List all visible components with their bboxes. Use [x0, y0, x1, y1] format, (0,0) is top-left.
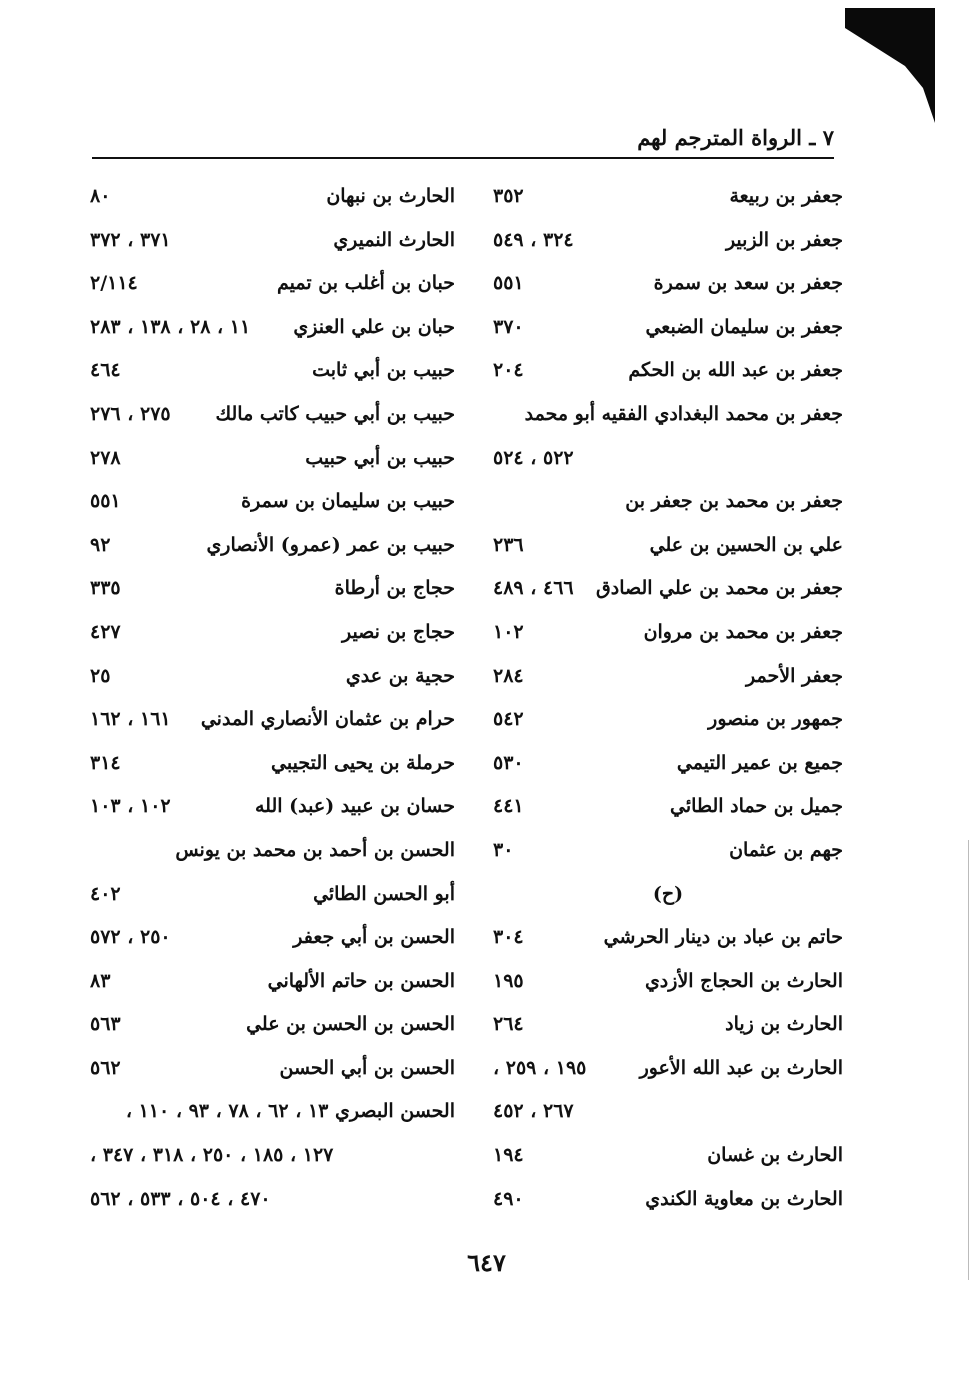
index-entry [90, 437, 455, 481]
index-entry [493, 437, 843, 481]
page-references: ١٩٤ [493, 1144, 524, 1167]
page-references: ٥٥١ [90, 490, 121, 513]
page-number: ٦٤٧ [467, 1248, 506, 1277]
narrator-name: الحسن بن أحمد بن محمد بن يونس [175, 838, 455, 861]
page-references: ٨٠ [90, 185, 111, 207]
index-entry [493, 262, 843, 306]
page-references: ٣٧١ ، ٣٧٢ [90, 228, 171, 251]
page-references: ٢٦٧ ، ٤٥٢ [493, 1100, 574, 1123]
index-entry [493, 306, 843, 350]
page-references: ٤٤١ [493, 795, 524, 818]
narrator-name: الحسن بن أبي جعفر [293, 926, 455, 949]
narrator-name: حبيب بن أبي حبيب كاتب مالك [215, 402, 455, 425]
page-references: ٢٧٨ [90, 446, 121, 469]
narrator-name: الحارث بن غسان [707, 1144, 843, 1167]
index-entry [493, 393, 843, 437]
narrator-name: حرملة بن يحيى التجيبي [271, 751, 455, 774]
page-references: ٥٣٠ [493, 751, 524, 774]
page-references: ٥٥١ [493, 272, 524, 295]
index-entry [90, 306, 455, 350]
index-entry [493, 829, 843, 873]
narrator-name: جعفر بن ربيعة [729, 185, 843, 207]
index-entry [90, 960, 455, 1004]
narrator-name: جميل بن حماد الطائي [670, 795, 843, 818]
header-rule [92, 157, 834, 159]
index-entry [493, 480, 843, 524]
page-references: ١٢٧ ، ١٨٥ ، ٢٥٠ ، ٣١٨ ، ٣٤٧ ، [90, 1144, 334, 1167]
index-entry [90, 785, 455, 829]
index-entry [90, 698, 455, 742]
page-references: ٢٠٤ [493, 359, 524, 382]
page-references: ١٩٥ [493, 969, 524, 992]
narrator-name: حبان بن علي العنزي [293, 315, 455, 338]
index-entry [90, 1134, 455, 1178]
page-references: ٢/١١٤ [90, 272, 138, 295]
narrator-name: جعفر بن محمد بن مروان [643, 620, 843, 643]
narrator-name: جعفر بن محمد البغدادي الفقيه أبو محمد [524, 402, 843, 425]
index-entry [493, 785, 843, 829]
page-references: ١٠٢ ، ١٠٣ [90, 795, 171, 818]
page-references: ٥٤٢ [493, 708, 524, 731]
narrator-name: حبيب بن عمر (عمرو) الأنصاري [206, 533, 455, 556]
narrator-name: جهم بن عثمان [729, 838, 843, 861]
index-entry [90, 1003, 455, 1047]
index-entry [90, 916, 455, 960]
narrator-name: جمهور بن منصور [708, 708, 843, 731]
page-references: ٩٢ [90, 533, 111, 556]
corner-mark-shape [845, 8, 935, 123]
index-entry [493, 655, 843, 699]
page-references: ٤٢٧ [90, 620, 121, 643]
narrator-name: حرام بن عثمان الأنصاري المدني [200, 708, 455, 731]
narrator-name: جعفر بن سعد بن سمرة [653, 272, 843, 295]
index-entry [90, 829, 455, 873]
page-references: ٤٧٠ ، ٥٠٤ ، ٥٣٣ ، ٥٦٢ [90, 1187, 271, 1210]
index-entry [493, 524, 843, 568]
page-references: ٢٥٠ ، ٥٧٢ [90, 926, 171, 949]
index-entry [90, 219, 455, 263]
index-column-right [493, 175, 843, 1221]
index-entry [90, 742, 455, 786]
index-entry [493, 175, 843, 219]
index-entry [90, 262, 455, 306]
narrator-name: الحسن بن أبي الحسن [279, 1056, 455, 1079]
narrator-name: حجية بن عدي [345, 664, 455, 687]
index-column-left [90, 175, 455, 1221]
index-entry [90, 1047, 455, 1091]
page-references: ٣٢٤ ، ٥٤٩ [493, 228, 574, 251]
page-references: ٢٣٦ [493, 533, 524, 556]
index-entry [90, 1090, 455, 1134]
narrator-name: جعفر بن سليمان الضبعي [645, 315, 843, 338]
narrator-name: الحارث النميري [333, 228, 455, 251]
page-references: ٤٠٢ [90, 882, 121, 905]
index-entry [493, 1047, 843, 1091]
narrator-name: جعفر الأحمر [746, 664, 843, 687]
index-entry [493, 698, 843, 742]
index-entry [493, 611, 843, 655]
index-entry [90, 524, 455, 568]
index-entry [493, 349, 843, 393]
narrator-name: الحسن بن الحسن بن علي [246, 1013, 455, 1036]
narrator-name: علي بن الحسين بن علي [649, 533, 843, 556]
page-references: ٢٦٤ [493, 1013, 524, 1036]
scan-edge-line [968, 840, 969, 1280]
page-references: ٣٣٥ [90, 577, 121, 600]
page-references: ٣٠ [493, 838, 514, 861]
narrator-name: حبان بن أغلب بن تميم [277, 272, 455, 295]
page-references: ٤٩٠ [493, 1187, 524, 1210]
narrator-name: حسان بن عبيد (عبد) الله [255, 795, 455, 818]
narrator-name: الحسن بن حاتم الألهاني [267, 969, 455, 992]
page-references: ٢٥ [90, 664, 111, 687]
page-references: ٥٦٣ [90, 1013, 121, 1036]
index-entry [493, 1178, 843, 1222]
narrator-name: جعفر بن عبد الله بن الحكم [628, 359, 843, 382]
index-entry [90, 567, 455, 611]
index-entry [90, 349, 455, 393]
narrator-name: حاتم بن عباد بن دينار الحرشي [603, 926, 843, 949]
index-entry [90, 655, 455, 699]
index-entry [493, 1003, 843, 1047]
page-references: ١٦١ ، ١٦٢ [90, 708, 171, 731]
index-entry [493, 742, 843, 786]
page-references: ٤٦٦ ، ٤٨٩ [493, 577, 574, 600]
page-references: ٣٠٤ [493, 926, 524, 949]
page-references: ٨٣ [90, 969, 111, 992]
page-references: ٢٨٤ [493, 664, 524, 687]
index-entry [90, 175, 455, 219]
narrator-name: حبيب بن سليمان بن سمرة [241, 490, 455, 513]
page-references: ٤٦٤ [90, 359, 121, 382]
narrator-name: أبو الحسن الطائي [313, 882, 455, 905]
index-entry [493, 916, 843, 960]
page-references: ٣٥٢ [493, 185, 524, 207]
narrator-name: الحارث بن عبد الله الأعور [639, 1056, 843, 1079]
index-entry [493, 960, 843, 1004]
page-references: ٣٧٠ [493, 315, 524, 338]
index-entry [90, 873, 455, 917]
narrator-name: جعفر بن محمد بن جعفر بن [625, 490, 843, 513]
narrator-name: الحارث بن نبهان [326, 185, 455, 207]
page-references: ٥٦٢ [90, 1056, 121, 1079]
index-entry [90, 611, 455, 655]
index-entry [493, 873, 843, 917]
narrator-name: الحارث بن الحجاج الأزدي [644, 969, 843, 992]
page-references: ١٠٢ [493, 620, 524, 643]
index-entry [90, 480, 455, 524]
narrator-name: جميع بن عمير التيمي [676, 751, 843, 774]
narrator-name: حبيب بن أبي ثابت [312, 359, 455, 382]
index-entry [493, 1134, 843, 1178]
narrator-name: جعفر بن محمد بن علي الصادق [596, 577, 843, 600]
narrator-name: الحارث بن معاوية الكندي [645, 1187, 843, 1210]
narrator-name: حبيب بن أبي حبيب [305, 446, 455, 469]
index-entry [493, 219, 843, 263]
page-references: ١٩٥ ، ٢٥٩ ، [493, 1056, 587, 1079]
index-entry [90, 393, 455, 437]
index-entry [493, 1090, 843, 1134]
narrator-name: حجاج بن أرطاة [334, 577, 455, 600]
narrator-name: الحسن البصري ١٣ ، ٦٢ ، ٧٨ ، ٩٣ ، ١١٠ ، [125, 1100, 455, 1123]
narrator-name: جعفر بن الزبير [725, 228, 843, 251]
index-entry [90, 1178, 455, 1222]
page-references: ٥٢٢ ، ٥٢٤ [493, 446, 574, 469]
page-references: ٣١٤ [90, 751, 121, 774]
narrator-name: الحارث بن زياد [725, 1013, 843, 1036]
index-entry [493, 567, 843, 611]
page-references: ١١ ، ٢٨ ، ١٣٨ ، ٢٨٣ [90, 315, 251, 338]
page-references: ٢٧٥ ، ٢٧٦ [90, 402, 171, 425]
section-letter: (ح) [652, 882, 684, 905]
page-header [92, 118, 834, 158]
narrator-name: حجاج بن نصير [341, 620, 455, 643]
header-title: ٧ ـ الرواة المترجم لهم [637, 125, 834, 150]
